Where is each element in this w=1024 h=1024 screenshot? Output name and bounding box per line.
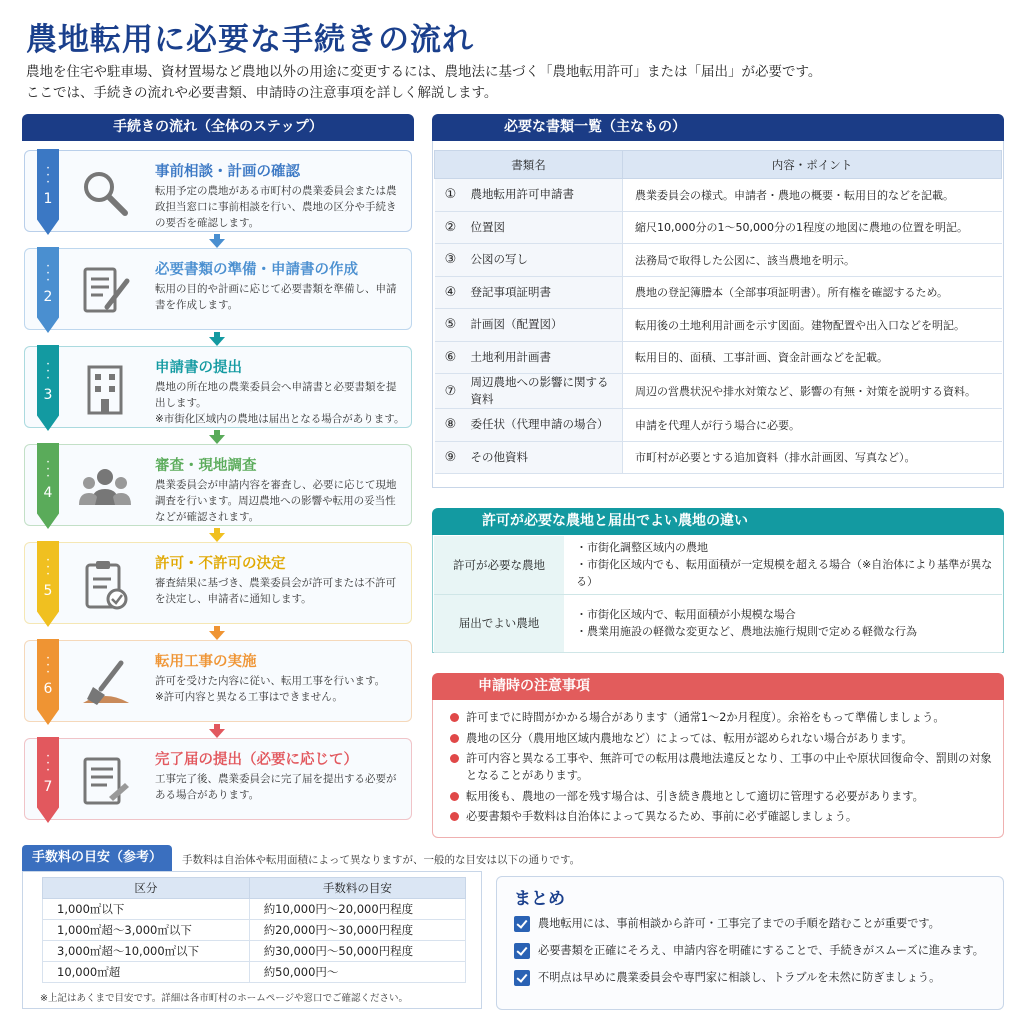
- doc-description: 申請を代理人が行う場合に必要。: [623, 409, 1002, 442]
- note-item: 許可内容と異なる工事や、無許可での転用は農地法違反となり、工事の中止や原状回復命令、罰則の対象となることがあります。: [450, 750, 995, 784]
- docs-table-row: [435, 409, 1002, 442]
- docs-col-desc: 内容・ポイント: [623, 151, 1002, 179]
- doc-description: 農業委員会の様式。申請者・農地の概要・転用目的などを記載。: [623, 179, 1002, 212]
- step-tag-dots: • • •: [46, 753, 50, 774]
- doc-name: 計画図（配置図）: [467, 309, 623, 342]
- step-title: 審査・現地調査: [155, 458, 257, 474]
- doc-number: ③: [435, 244, 467, 277]
- step-card: [24, 346, 412, 428]
- step-tag-dots: • • •: [46, 165, 50, 186]
- fees-row: [43, 920, 466, 941]
- step-title: 転用工事の実施: [155, 654, 257, 670]
- step-tag-dots: • • •: [46, 459, 50, 480]
- checkbox-checked-icon: [514, 943, 530, 959]
- step-description: 農地の所在地の農業委員会へ申請書と必要書類を提出します。 ※市街化区域内の農地は届出となる場合があります。: [155, 381, 405, 425]
- step-card: [24, 444, 412, 526]
- doc-number: ⑨: [435, 441, 467, 474]
- step-title: 事前相談・計画の確認: [155, 164, 300, 180]
- docs-table: [434, 150, 1002, 474]
- step-card: [24, 640, 412, 722]
- clipboard-icon: [77, 557, 133, 613]
- diff-row: [434, 594, 1002, 652]
- step-number: 6: [43, 681, 53, 697]
- step-tag-dots: • • •: [46, 361, 50, 382]
- docs-table-row: [435, 179, 1002, 212]
- doc-description: 縮尺10,000分の1～50,000分の1程度の地図に農地の位置を明記。: [623, 211, 1002, 244]
- notes-header: 申請時の注意事項: [432, 673, 1004, 700]
- doc-number: ⑧: [435, 409, 467, 442]
- step-number: 7: [43, 779, 53, 795]
- step-description: 審査結果に基づき、農業委員会が許可または不許可を決定し、申請者に通知します。: [155, 577, 397, 605]
- step-title: 許可・不許可の決定: [155, 556, 286, 572]
- building-icon: [77, 361, 133, 417]
- diff-header: 許可が必要な農地と届出でよい農地の違い: [432, 508, 1004, 535]
- summary-text: 必要書類を正確にそろえ、申請内容を明確にすることで、手続きがスムーズに進みます。: [538, 944, 984, 957]
- diff-label: 許可が必要な農地: [434, 536, 564, 594]
- step-card: [24, 150, 412, 232]
- summary-item: [514, 942, 994, 969]
- step-number: 3: [43, 387, 53, 403]
- doc-description: 周辺の営農状況や排水対策など、影響の有無・対策を説明する資料。: [623, 374, 1002, 409]
- page-title: 農地転用に必要な手続きの流れ: [26, 22, 474, 58]
- fee-area: 1,000㎡超～3,000㎡以下: [43, 920, 250, 941]
- doc-name: 位置図: [467, 211, 623, 244]
- note-item: 必要書類や手数料は自治体によって異なるため、事前に必ず確認しましょう。: [450, 808, 995, 825]
- fee-amount: 約50,000円～: [249, 962, 465, 983]
- document-pen-icon: [77, 263, 133, 319]
- docs-table-row: [435, 309, 1002, 342]
- diff-row: [434, 536, 1002, 594]
- docs-table-row: [435, 374, 1002, 409]
- step-description: 転用の目的や計画に応じて必要書類を準備し、申請書を作成します。: [155, 283, 397, 311]
- step-title: 申請書の提出: [155, 360, 242, 376]
- doc-number: ⑦: [435, 374, 467, 409]
- step-number: 2: [43, 289, 53, 305]
- step-number: 4: [43, 485, 53, 501]
- fees-row: [43, 941, 466, 962]
- summary-title: まとめ: [514, 889, 565, 909]
- step-description: 工事完了後、農業委員会に完了届を提出する必要がある場合があります。: [155, 773, 397, 801]
- doc-number: ①: [435, 179, 467, 212]
- docs-table-row: [435, 341, 1002, 374]
- doc-description: 農地の登記簿謄本（全部事項証明書）。所有権を確認するため。: [623, 276, 1002, 309]
- doc-name: 周辺農地への影響に関する資料: [467, 374, 623, 409]
- diff-text: [564, 594, 1002, 652]
- step-title: 必要書類の準備・申請書の作成: [155, 262, 358, 278]
- diff-table: [434, 536, 1002, 653]
- fees-note: ※上記はあくまで目安です。詳細は各市町村のホームページや窓口でご確認ください。: [40, 993, 409, 1004]
- step-card: [24, 542, 412, 624]
- fees-row: [43, 899, 466, 920]
- step-tag-dots: • • •: [46, 263, 50, 284]
- docs-table-row: [435, 276, 1002, 309]
- fees-header-row: [43, 878, 466, 899]
- fee-area: 3,000㎡超～10,000㎡以下: [43, 941, 250, 962]
- step-description: 転用予定の農地がある市町村の農業委員会または農政担当窓口に事前相談を行い、農地の区分や手続きの要否を確認します。: [155, 185, 397, 229]
- fees-table: [42, 877, 466, 983]
- doc-description: 法務局で取得した公図に、該当農地を明示。: [623, 244, 1002, 277]
- doc-name: 農地転用許可申請書: [467, 179, 623, 212]
- summary-text: 不明点は早めに農業委員会や専門家に相談し、トラブルを未然に防ぎましょう。: [538, 971, 941, 984]
- doc-name: 委任状（代理申請の場合）: [467, 409, 623, 442]
- intro-text: [26, 62, 1006, 104]
- docs-table-header-row: [435, 151, 1002, 179]
- doc-description: 市町村が必要とする追加資料（排水計画図、写真など）。: [623, 441, 1002, 474]
- fee-amount: 約30,000円～50,000円程度: [249, 941, 465, 962]
- doc-name: 公図の写し: [467, 244, 623, 277]
- intro-line-1: 農地を住宅や駐車場、資材置場など農地以外の用途に変更するには、農地法に基づく「農地転用許可」または「届出」が必要です。: [26, 64, 822, 80]
- notes-list: [450, 709, 995, 829]
- doc-number: ②: [435, 211, 467, 244]
- checkbox-checked-icon: [514, 970, 530, 986]
- fee-amount: 約20,000円～30,000円程度: [249, 920, 465, 941]
- shovel-icon: [77, 655, 133, 711]
- fees-header: 手数料の目安（参考）: [22, 845, 172, 871]
- step-card: [24, 248, 412, 330]
- diff-line: ・市街化区域内でも、転用面積が一定規模を超える場合（※自治体により基準が異なる）: [576, 558, 993, 589]
- step-description: 許可を受けた内容に従い、転用工事を行います。 ※許可内容と異なる工事はできません。: [155, 675, 386, 703]
- checkbox-checked-icon: [514, 916, 530, 932]
- step-number: 1: [43, 191, 53, 207]
- intro-line-2: ここでは、手続きの流れや必要書類、申請時の注意事項を詳しく解説します。: [26, 85, 498, 101]
- steps-header: 手続きの流れ（全体のステップ）: [22, 114, 414, 141]
- people-icon: [77, 459, 133, 515]
- note-item: 転用後も、農地の一部を残す場合は、引き続き農地として適切に管理する必要があります。: [450, 788, 995, 805]
- step-description: 農業委員会が申請内容を審査し、必要に応じて現地調査を行います。周辺農地への影響や転用の妥当性などが確認されます。: [155, 479, 397, 523]
- step-tag-dots: • • •: [46, 557, 50, 578]
- doc-name: 土地利用計画書: [467, 341, 623, 374]
- diff-label: 届出でよい農地: [434, 594, 564, 652]
- fee-area: 10,000㎡超: [43, 962, 250, 983]
- doc-name: 登記事項証明書: [467, 276, 623, 309]
- doc-name: その他資料: [467, 441, 623, 474]
- note-item: 許可までに時間がかかる場合があります（通常1～2か月程度）。余裕をもって準備しましょう。: [450, 709, 995, 726]
- docs-table-row: [435, 441, 1002, 474]
- docs-table-row: [435, 244, 1002, 277]
- doc-number: ④: [435, 276, 467, 309]
- step-card: [24, 738, 412, 820]
- fee-amount: 約10,000円～20,000円程度: [249, 899, 465, 920]
- summary-item: [514, 915, 994, 942]
- doc-description: 転用後の土地利用計画を示す図面。建物配置や出入口などを明記。: [623, 309, 1002, 342]
- doc-number: ⑥: [435, 341, 467, 374]
- diff-line: ・農業用施設の軽微な変更など、農地法施行規則で定める軽微な行為: [576, 625, 917, 638]
- doc-description: 転用目的、面積、工事計画、資金計画などを記載。: [623, 341, 1002, 374]
- docs-col-name: 書類名: [435, 151, 623, 179]
- diff-line: ・市街化区域内で、転用面積が小規模な場合: [576, 608, 796, 621]
- summary-list: [514, 915, 994, 996]
- summary-text: 農地転用には、事前相談から許可・工事完了までの手順を踏むことが重要です。: [538, 917, 940, 930]
- step-number: 5: [43, 583, 53, 599]
- summary-item: [514, 969, 994, 996]
- diff-line: ・市街化調整区域内の農地: [576, 541, 708, 555]
- step-title: 完了届の提出（必要に応じて）: [155, 752, 358, 768]
- fees-subtitle: 手数料は自治体や転用面積によって異なりますが、一般的な目安は以下の通りです。: [182, 854, 581, 866]
- note-item: 農地の区分（農用地区域内農地など）によっては、転用が認められない場合があります。: [450, 730, 995, 747]
- step-tag-dots: • • •: [46, 655, 50, 676]
- doc-number: ⑤: [435, 309, 467, 342]
- magnifier-icon: [77, 165, 133, 221]
- fees-col-fee: 手数料の目安: [249, 878, 465, 899]
- docs-table-row: [435, 211, 1002, 244]
- fee-area: 1,000㎡以下: [43, 899, 250, 920]
- docs-header: 必要な書類一覧（主なもの）: [432, 114, 1004, 141]
- fees-col-area: 区分: [43, 878, 250, 899]
- report-icon: [77, 753, 133, 809]
- fees-row: [43, 962, 466, 983]
- diff-text: [564, 536, 1002, 594]
